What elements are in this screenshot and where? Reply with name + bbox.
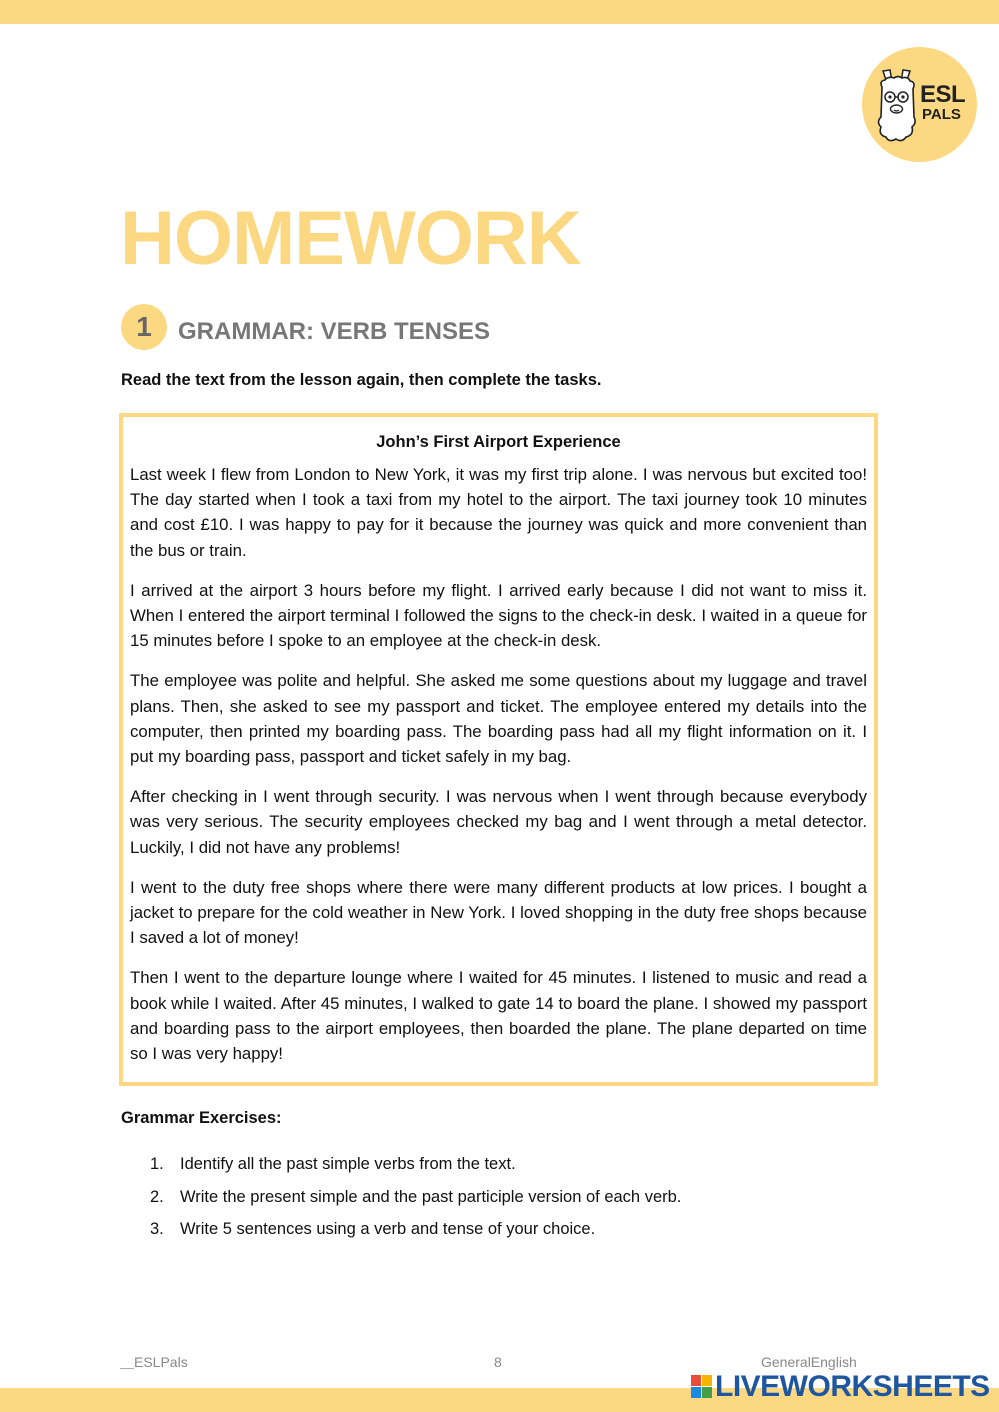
page-number: 8 [494, 1354, 502, 1370]
liveworksheets-watermark[interactable] [691, 1372, 990, 1402]
story-paragraph: I went to the duty free shops where there were many different products at low prices. I bought a jacket to prepare for the cold weather in New York. I loved shopping in the duty free shops because I saved a lot of money! [130, 877, 867, 948]
exercise-number: 3. [150, 1220, 164, 1238]
story-paragraph: After checking in I went through security. I was nervous when I went through because everybody was very serious. The security employees checked my bag and I went through a metal detector. Luckily, I did not have any problems! [130, 787, 867, 857]
exercise-item [150, 1153, 681, 1175]
exercise-number: 1. [150, 1155, 164, 1173]
exercise-text: Identify all the past simple verbs from the text. [180, 1155, 516, 1173]
story-title: John’s First Airport Experience [376, 433, 621, 451]
story-paragraph: I arrived at the airport 3 hours before my flight. I arrived early because I did not want to miss it. When I entered the airport terminal I followed the signs to the check-in desk. I waited in a queue for 15 minutes before I spoke to an employee at the check-in desk. [130, 580, 867, 651]
exercise-number: 2. [150, 1187, 164, 1206]
page-title: HOMEWORK [120, 196, 581, 281]
exercise-item [150, 1186, 681, 1208]
logo-text-esl: ESL [920, 81, 966, 108]
section-number-badge: 1 [121, 304, 167, 350]
instruction-text: Read the text from the lesson again, then complete the tasks. [121, 371, 602, 389]
liveworksheets-text: LIVEWORKSHEETS [715, 1370, 990, 1403]
story-paragraph: Last week I flew from London to New York, it was my first trip alone. I was nervous but excited too! The day started when I took a taxi from my hotel to the airport. The taxi journey took 10 minutes and cost £10. I was happy to pay for it because the journey was quick and more convenient than the bus or train. [130, 465, 867, 560]
liveworksheets-logo-icon [691, 1375, 713, 1399]
story-box [119, 413, 878, 1086]
exercise-text: Write the present simple and the past participle version of each verb. [180, 1187, 682, 1206]
footer-brand [120, 1354, 188, 1370]
footer-brand-label: ESLPals [134, 1354, 188, 1370]
story-paragraph: Then I went to the departure lounge where I waited for 45 minutes. I listened to music and read a book while I waited. After 45 minutes, I walked to gate 14 to board the plane. I showed my passport and boarding pass to the airport employees, then boarded the plane. The plane departed on time so I was very happy! [130, 968, 867, 1064]
phone-wave-icon: ⸏ [120, 1354, 134, 1370]
exercise-list [150, 1153, 681, 1251]
exercises-heading: Grammar Exercises: [121, 1109, 282, 1127]
footer-course: GeneralEnglish [761, 1354, 857, 1370]
esl-pals-logo [862, 47, 977, 162]
story-paragraph: The employee was polite and helpful. She asked me some questions about my luggage and travel plans. Then, she asked to see my passport and ticket. The employee entered my details into the computer, then printed my boarding pass. The boarding pass had all my flight information on it. I put my boarding pass, passport and ticket safely in my bag. [130, 671, 867, 767]
llama-icon [874, 67, 920, 145]
exercise-text: Write 5 sentences using a verb and tense of your choice. [180, 1220, 596, 1238]
top-accent-bar [0, 0, 999, 24]
exercise-item [150, 1218, 681, 1240]
logo-text-pals: PALS [922, 106, 961, 123]
section-heading: GRAMMAR: VERB TENSES [178, 318, 491, 345]
